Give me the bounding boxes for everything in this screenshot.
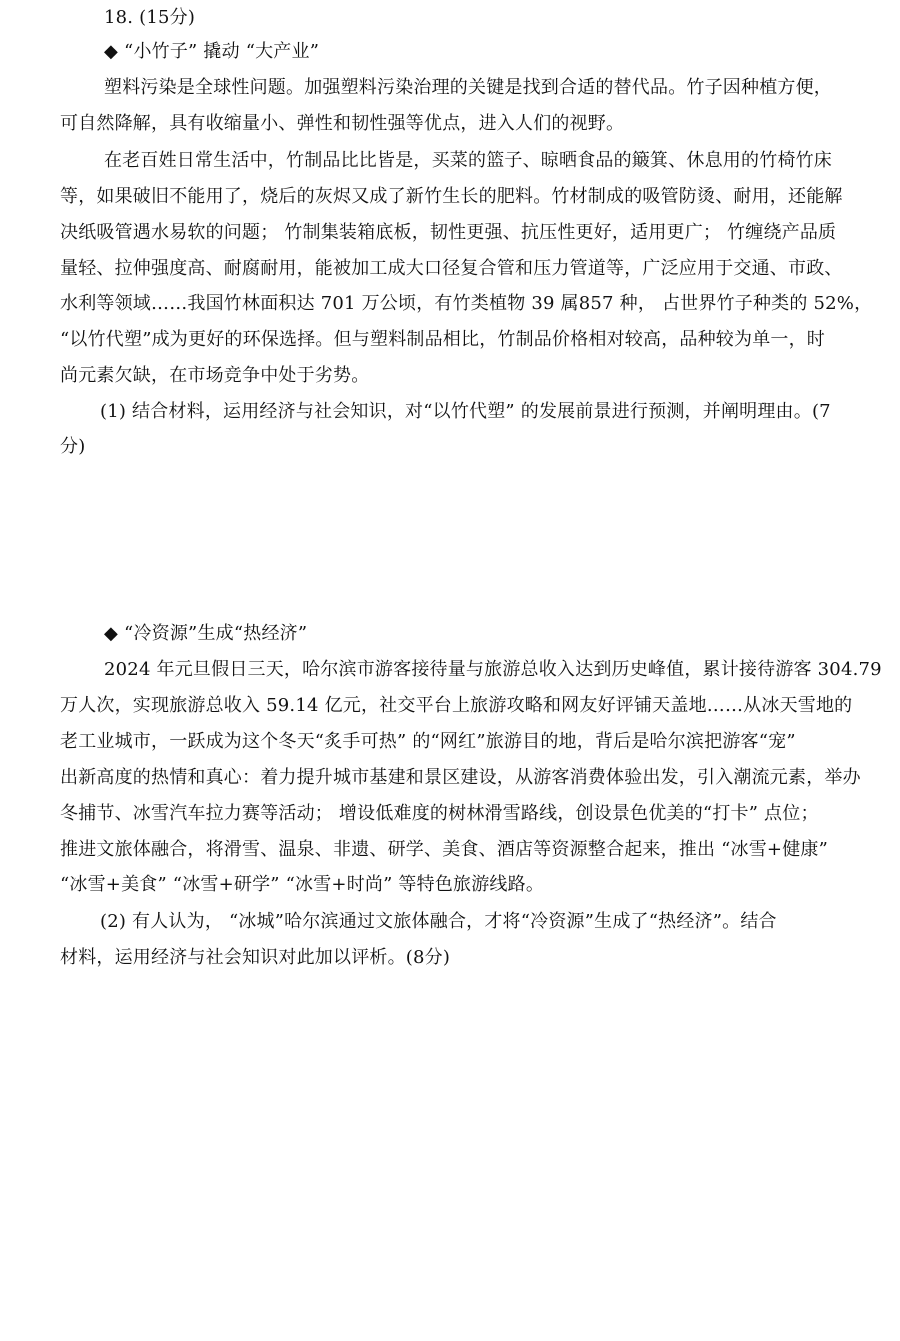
section1-paragraph-line: 可自然降解，具有收缩量小、弹性和韧性强等优点，进入人们的视野。 — [60, 113, 625, 134]
section1-paragraph-line: 尚元素欠缺，在市场竞争中处于劣势。 — [60, 365, 370, 386]
section2-paragraph-line: 推进文旅体融合，将滑雪、温泉、非遗、研学、美食、酒店等资源整合起来，推出 “冰雪+健康” — [60, 839, 829, 860]
section1-paragraph-line: 决纸吸管遇水易软的问题； 竹制集装箱底板，韧性更强、抗压性更好，适用更广； 竹缠绕产品质 — [60, 222, 837, 243]
section2-heading — [104, 622, 307, 646]
question2-line: (2) 有人认为， “冰城”哈尔滨通过文旅体融合，才将“冷资源”生成了“热经济”。结合 — [100, 911, 777, 932]
section2-paragraph-line: 2024 年元旦假日三天，哈尔滨市游客接待量与旅游总收入达到历史峰值，累计接待游客 304.79 — [104, 659, 882, 680]
section2-paragraph-line: 老工业城市，一跃成为这个冬天“炙手可热” 的“网红”旅游目的地，背后是哈尔滨把游客“宠” — [60, 731, 796, 752]
question1-line: 分) — [60, 436, 86, 457]
section1-paragraph-line: 塑料污染是全球性问题。加强塑料污染治理的关键是找到合适的替代品。竹子因种植方便， — [104, 77, 832, 98]
section1-paragraph-line: “以竹代塑”成为更好的环保选择。但与塑料制品相比，竹制品价格相对较高，品种较为单一，时 — [60, 329, 825, 350]
diamond-bullet-icon: ◆ — [104, 41, 119, 62]
section2-paragraph-line: 冬捕节、冰雪汽车拉力赛等活动； 增设低难度的树林滑雪路线，创设景色优美的“打卡” 点位； — [60, 803, 819, 824]
section1-paragraph-line: 水利等领域……我国竹林面积达 701 万公顷，有竹类植物 39 属857 种， 占世界竹子种类的 52%， — [60, 293, 873, 314]
section1-title: “小竹子” 撬动 “大产业” — [124, 41, 320, 62]
section1-paragraph-line: 等，如果破旧不能用了，烧后的灰烬又成了新竹生长的肥料。竹材制成的吸管防烫、耐用，还能解 — [60, 186, 843, 207]
section2-paragraph-line: 出新高度的热情和真心：着力提升城市基建和景区建设，从游客消费体验出发，引入潮流元素，举办 — [60, 767, 861, 788]
section2-paragraph-line: 万人次，实现旅游总收入 59.14 亿元，社交平台上旅游攻略和网友好评铺天盖地……从冰天雪地的 — [60, 695, 853, 716]
section1-paragraph-line: 在老百姓日常生活中，竹制品比比皆是，买菜的篮子、晾晒食品的簸箕、休息用的竹椅竹床 — [104, 150, 832, 171]
section2-paragraph-line: “冰雪+美食” “冰雪+研学” “冰雪+时尚” 等特色旅游线路。 — [60, 874, 545, 895]
section2-title: “冷资源”生成“热经济” — [124, 623, 308, 644]
question-number: 18. (15分) — [104, 7, 196, 28]
question2-line: 材料，运用经济与社会知识对此加以评析。(8分) — [60, 947, 451, 968]
section1-heading — [104, 40, 319, 64]
question1-line: (1) 结合材料，运用经济与社会知识，对“以竹代塑” 的发展前景进行预测，并阐明理由。(7 — [100, 401, 831, 422]
diamond-bullet-icon: ◆ — [104, 623, 119, 644]
section1-paragraph-line: 量轻、拉伸强度高、耐腐耐用，能被加工成大口径复合管和压力管道等，广泛应用于交通、市政、 — [60, 258, 843, 279]
